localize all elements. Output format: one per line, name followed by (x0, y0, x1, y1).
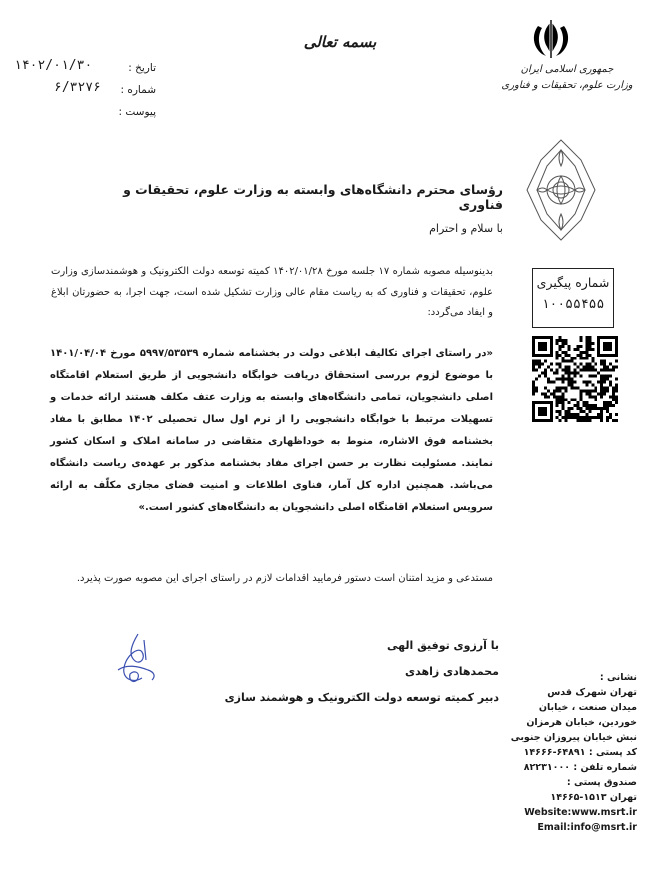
addressee: رؤسای محترم دانشگاه‌های وابسته به وزارت علوم، تحقیقات و فناوری (123, 182, 503, 212)
tracking-box (532, 268, 614, 328)
intro-paragraph: بدینوسیله مصوبه شماره ۱۷ جلسه مورخ ۱۴۰۲/۰۱/۲۸ کمیته توسعه دولت الکترونیک و هوشمندسازی وزارت علوم، تحقیقات و فناوری که به ریاست مقام عالی وزارت تشکیل شده است، جهت اجرا، به حضورتان ابلاغ و ایفاد می‌گردد: (51, 266, 494, 318)
address-line2: میدان صنعت ، خیابان (538, 702, 637, 713)
po-box-label: صندوق پستی : (566, 777, 637, 788)
request-paragraph: مستدعی و مزید امتنان است دستور فرمایید اقدامات لازم در راستای اجرای این مصوبه صورت پذیرد. (76, 573, 493, 584)
signer-name: محمدهادی زاهدی (405, 665, 499, 678)
date-row (14, 58, 164, 80)
greeting: با سلام و احترام (429, 222, 503, 235)
ministry-line2: وزارت علوم، تحقیقات و فناوری (501, 80, 633, 91)
attachment-label: پیوست : (118, 106, 156, 118)
tracking-number: ۱۰۰۵۵۴۵۵ (541, 297, 605, 312)
date-label: تاریخ : (128, 62, 156, 74)
attachment-row (14, 102, 164, 124)
resolution-quote: «در راستای اجرای تکالیف ابلاغی دولت در بخشنامه شماره ۵۹۹۷/۵۳۵۳۹ مورخ ۱۴۰۱/۰۴/۰۴ با موضوع لزوم بررسی استحقاق دریافت خوابگاه دانشجویی از طریق استعلام اقامتگاه اصلی دانشجویان، تمامی دانشگاه‌های وابسته به وزارت عتف مکلف هستند ارائه خدمات و تسهیلات مرتبط با خوابگاه دانشجویی را از ترم اول سال تحصیلی ۱۴۰۲ مطابق با مفاد بخشنامه فوق الاشاره، منوط به خوداظهاری متقاضی در سامانه املاک و اسکان کشور نمایند. مسئولیت نظارت بر حسن اجرای مفاد بخشنامه مذکور بر عهده‌ی ریاست دانشگاه می‌باشد. همچنین اداره کل آمار، فناوی اطلاعات و امنیت فضای مجازی مکلّف به ارائه سرویس استعلام اقامتگاه اصلی دانشجویان به دانشگاه‌های کشور است.» (50, 348, 494, 513)
header-title: بسمه تعالی (303, 33, 377, 51)
number-row (14, 80, 164, 102)
phone: شماره تلفن : ۸۲۲۳۱۰۰۰ (523, 762, 637, 773)
number-label: شماره : (120, 84, 156, 96)
address-block (510, 670, 637, 835)
ministry-line1: جمهوری اسلامی ایران (520, 64, 614, 75)
handwritten-signature-icon (108, 630, 164, 694)
address-line4: نبش خیابان پیروزان جنوبی (510, 732, 637, 743)
qr-code-icon (532, 336, 618, 426)
ministry-name (500, 62, 634, 94)
address-line1: تهران شهرک قدس (547, 687, 637, 698)
tracking-label: شماره پیگیری (536, 275, 610, 290)
address-label: نشانی : (599, 672, 637, 683)
closing: با آرزوی توفیق الهی (386, 639, 499, 652)
email-link[interactable]: Email:info@msrt.ir (537, 822, 637, 833)
postal-code: کد پستی : ۶۴۸۹۱-۱۴۶۶۶ (523, 747, 637, 758)
signature-block (159, 633, 499, 711)
letter-meta (14, 58, 164, 124)
iran-emblem-icon (528, 18, 574, 66)
address-line3: خوردین، خیابان هرمزان (526, 717, 637, 728)
number-value: ۶/۳۲۷۶ (54, 80, 101, 95)
ornament-icon (525, 138, 597, 246)
signer-title: دبیر کمیته توسعه دولت الکترونیک و هوشمند سازی (224, 691, 499, 704)
date-value: ۱۴۰۲/۰۱/۳۰ (14, 58, 93, 73)
po-box: تهران ۱۵۱۳-۱۴۶۶۵ (550, 792, 637, 803)
website-link[interactable]: Website:www.msrt.ir (524, 807, 637, 818)
